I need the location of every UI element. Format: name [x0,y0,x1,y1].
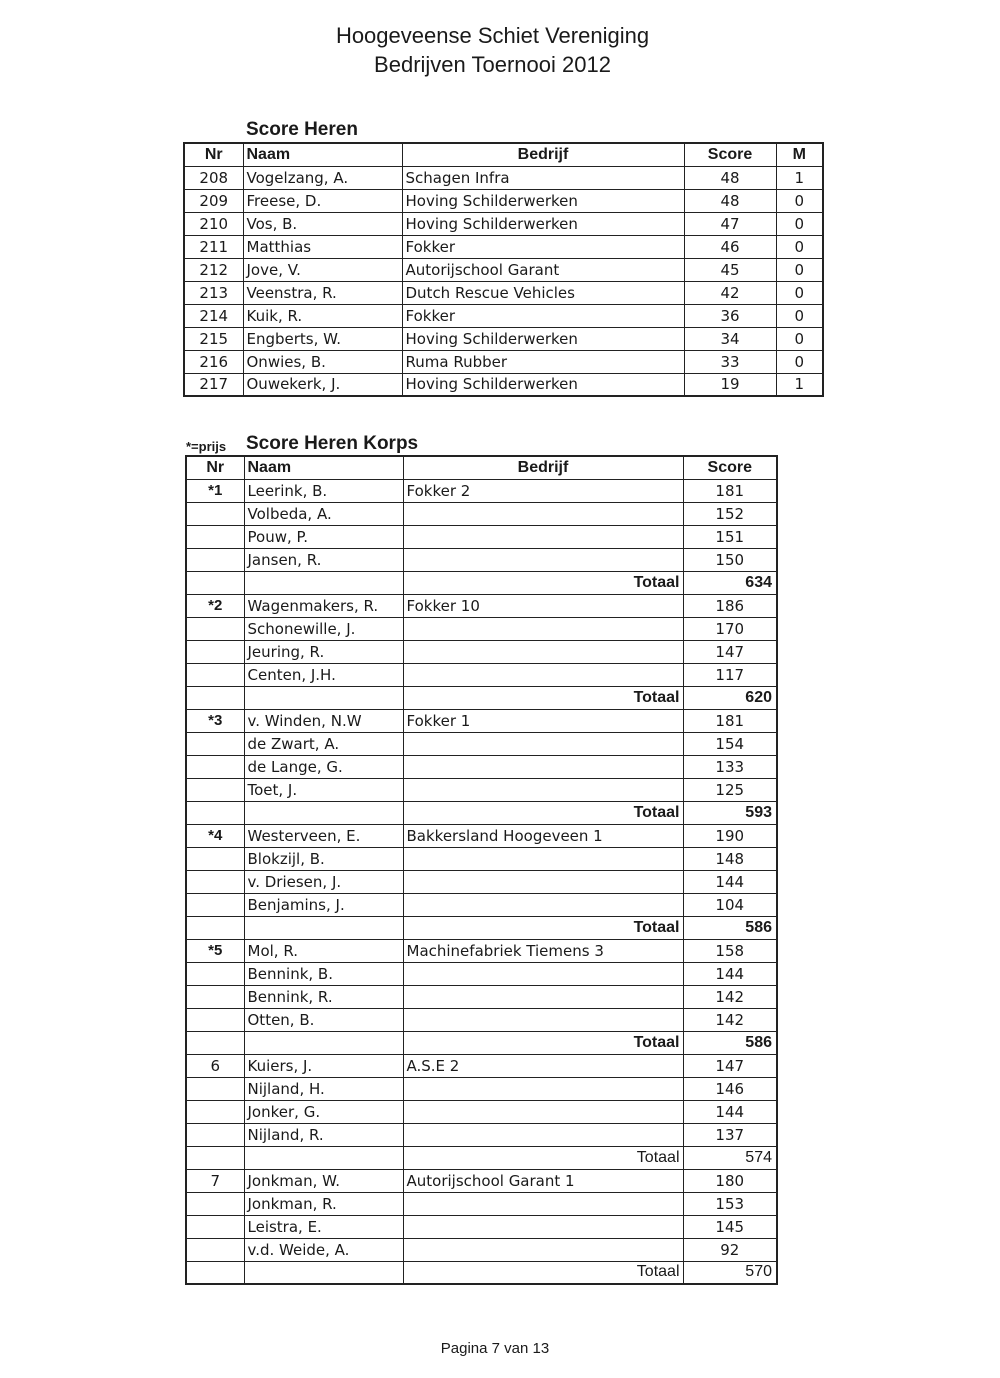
cell-bedrijf: Fokker [402,235,684,258]
score-heren-table [183,142,824,397]
table-row [186,893,777,916]
total-label: Totaal [403,801,683,824]
prize-legend: *=prijs [186,439,227,454]
cell-naam: Benjamins, J. [244,893,403,916]
cell-bedrijf: Hoving Schilderwerken [402,189,684,212]
total-row [186,1031,777,1054]
cell-score: 19 [684,373,776,396]
cell-naam: Vogelzang, A. [243,166,402,189]
table-row [186,479,777,502]
score-heren-body [184,166,823,396]
cell-bedrijf [403,1100,683,1123]
cell-nr: *5 [186,939,244,962]
cell-nr: 6 [186,1054,244,1077]
cell-bedrijf [403,1123,683,1146]
cell-score: 144 [683,962,777,985]
cell-bedrijf: Hoving Schilderwerken [402,373,684,396]
cell-bedrijf [403,548,683,571]
score-heren-korps-body [186,479,777,1284]
cell-bedrijf [403,617,683,640]
cell-score: 147 [683,640,777,663]
cell-naam: Freese, D. [243,189,402,212]
col-header-bedrijf: Bedrijf [402,143,684,166]
cell-nr: 216 [184,350,243,373]
cell-bedrijf [403,640,683,663]
col-header-bedrijf: Bedrijf [403,456,683,479]
total-label: Totaal [403,1146,683,1169]
cell-nr-empty [186,1031,244,1054]
cell-nr [186,502,244,525]
cell-bedrijf [403,778,683,801]
col-header-nr: Nr [184,143,243,166]
table-header-row [184,143,823,166]
cell-nr-empty [186,1261,244,1284]
cell-nr: *4 [186,824,244,847]
cell-nr: 209 [184,189,243,212]
cell-naam: Pouw, P. [244,525,403,548]
cell-nr: 212 [184,258,243,281]
cell-score: 145 [683,1215,777,1238]
cell-bedrijf [403,663,683,686]
cell-naam: Jonker, G. [244,1100,403,1123]
table-row [186,870,777,893]
cell-nr [186,1238,244,1261]
cell-nr [186,617,244,640]
col-header-naam: Naam [243,143,402,166]
cell-nr-empty [186,1146,244,1169]
cell-naam: Nijland, R. [244,1123,403,1146]
col-header-nr: Nr [186,456,244,479]
total-label: Totaal [403,686,683,709]
cell-nr [186,663,244,686]
cell-naam: Jonkman, W. [244,1169,403,1192]
cell-naam: Vos, B. [243,212,402,235]
table-row [186,1100,777,1123]
cell-bedrijf [403,962,683,985]
cell-bedrijf: Ruma Rubber [402,350,684,373]
cell-m: 0 [776,258,823,281]
total-value: 570 [683,1261,777,1284]
page-number: Pagina 7 van 13 [440,1340,550,1357]
cell-naam: v.d. Weide, A. [244,1238,403,1261]
cell-score: 180 [683,1169,777,1192]
cell-nr [186,1215,244,1238]
table-row [184,281,823,304]
cell-bedrijf [403,985,683,1008]
cell-score: 42 [684,281,776,304]
cell-score: 34 [684,327,776,350]
club-name: Hoogeveense Schiet Vereniging [335,23,650,48]
total-label: Totaal [403,571,683,594]
cell-bedrijf [403,870,683,893]
total-label: Totaal [403,1031,683,1054]
cell-bedrijf: Machinefabriek Tiemens 3 [403,939,683,962]
cell-m: 0 [776,235,823,258]
table-row [186,525,777,548]
cell-score: 133 [683,755,777,778]
cell-nr [186,732,244,755]
cell-score: 117 [683,663,777,686]
cell-score: 151 [683,525,777,548]
table-row [186,617,777,640]
cell-naam: Kuiers, J. [244,1054,403,1077]
cell-naam: Westerveen, E. [244,824,403,847]
cell-naam: Kuik, R. [243,304,402,327]
cell-score: 125 [683,778,777,801]
cell-nr [186,847,244,870]
table-row [186,755,777,778]
cell-score: 181 [683,709,777,732]
table-row [184,166,823,189]
total-value: 620 [683,686,777,709]
total-label: Totaal [403,916,683,939]
cell-score: 170 [683,617,777,640]
cell-naam: v. Winden, N.W [244,709,403,732]
col-header-score: Score [684,143,776,166]
cell-naam-empty [244,1031,403,1054]
section-title-score-heren: Score Heren [246,119,358,140]
cell-m: 0 [776,304,823,327]
cell-score: 92 [683,1238,777,1261]
col-header-score: Score [683,456,777,479]
total-value: 574 [683,1146,777,1169]
cell-nr [186,1123,244,1146]
cell-bedrijf [403,1238,683,1261]
cell-naam-empty [244,916,403,939]
cell-naam-empty [244,686,403,709]
cell-m: 0 [776,281,823,304]
cell-m: 0 [776,327,823,350]
cell-nr [186,525,244,548]
cell-score: 154 [683,732,777,755]
cell-nr [186,1008,244,1031]
cell-naam: Schonewille, J. [244,617,403,640]
total-row [186,801,777,824]
cell-bedrijf [403,1192,683,1215]
cell-nr: 210 [184,212,243,235]
cell-naam-empty [244,571,403,594]
cell-bedrijf [403,1215,683,1238]
cell-score: 150 [683,548,777,571]
table-row [186,824,777,847]
cell-m: 1 [776,373,823,396]
cell-score: 186 [683,594,777,617]
cell-naam: Veenstra, R. [243,281,402,304]
cell-naam: Engberts, W. [243,327,402,350]
table-row [186,1215,777,1238]
cell-nr-empty [186,801,244,824]
cell-score: 153 [683,1192,777,1215]
cell-naam: de Zwart, A. [244,732,403,755]
cell-nr [186,962,244,985]
table-row [184,373,823,396]
cell-score: 144 [683,870,777,893]
cell-bedrijf [403,893,683,916]
score-heren-korps-table [185,455,778,1285]
cell-nr: *2 [186,594,244,617]
section-title-score-heren-korps: Score Heren Korps [246,433,419,454]
table-row [186,939,777,962]
table-row [186,709,777,732]
cell-score: 46 [684,235,776,258]
cell-m: 0 [776,350,823,373]
cell-nr: *3 [186,709,244,732]
cell-nr [186,870,244,893]
total-row [186,1146,777,1169]
cell-naam: Jonkman, R. [244,1192,403,1215]
table-row [186,1077,777,1100]
table-row [186,1192,777,1215]
cell-score: 142 [683,985,777,1008]
cell-nr [186,640,244,663]
cell-nr: *1 [186,479,244,502]
cell-naam: v. Driesen, J. [244,870,403,893]
cell-nr [186,548,244,571]
cell-bedrijf [403,847,683,870]
cell-bedrijf [403,525,683,548]
cell-bedrijf [403,1008,683,1031]
cell-nr [186,1100,244,1123]
table-row [186,778,777,801]
cell-naam: Matthias [243,235,402,258]
cell-bedrijf: A.S.E 2 [403,1054,683,1077]
cell-score: 181 [683,479,777,502]
cell-score: 45 [684,258,776,281]
table-row [186,1054,777,1077]
cell-m: 0 [776,212,823,235]
cell-naam: Centen, J.H. [244,663,403,686]
cell-score: 144 [683,1100,777,1123]
cell-bedrijf: Fokker 2 [403,479,683,502]
cell-naam: Onwies, B. [243,350,402,373]
total-value: 593 [683,801,777,824]
cell-naam: Jansen, R. [244,548,403,571]
table-row [186,962,777,985]
total-row [186,916,777,939]
tournament-title: Bedrijven Toernooi 2012 [374,52,611,77]
cell-naam: Volbeda, A. [244,502,403,525]
cell-nr-empty [186,916,244,939]
cell-naam: Otten, B. [244,1008,403,1031]
total-row [186,686,777,709]
cell-naam: Bennink, B. [244,962,403,985]
total-row [186,1261,777,1284]
table-row [184,350,823,373]
table-row [186,732,777,755]
cell-nr: 217 [184,373,243,396]
cell-score: 142 [683,1008,777,1031]
table-row [186,502,777,525]
table-row [186,985,777,1008]
cell-score: 147 [683,1054,777,1077]
cell-nr: 213 [184,281,243,304]
cell-score: 48 [684,189,776,212]
cell-bedrijf: Hoving Schilderwerken [402,212,684,235]
cell-naam: Toet, J. [244,778,403,801]
cell-naam: Jove, V. [243,258,402,281]
cell-naam: Leerink, B. [244,479,403,502]
cell-nr [186,755,244,778]
table-header-row [186,456,777,479]
total-label: Totaal [403,1261,683,1284]
cell-m: 1 [776,166,823,189]
cell-score: 48 [684,166,776,189]
table-row [186,847,777,870]
cell-naam: Mol, R. [244,939,403,962]
cell-nr: 211 [184,235,243,258]
cell-nr: 7 [186,1169,244,1192]
cell-score: 36 [684,304,776,327]
cell-nr: 208 [184,166,243,189]
table-row [186,594,777,617]
cell-score: 190 [683,824,777,847]
cell-score: 158 [683,939,777,962]
table-row [186,1123,777,1146]
cell-bedrijf: Fokker 1 [403,709,683,732]
cell-naam: Ouwekerk, J. [243,373,402,396]
table-row [186,1008,777,1031]
cell-score: 137 [683,1123,777,1146]
cell-score: 146 [683,1077,777,1100]
cell-naam-empty [244,801,403,824]
cell-naam: Nijland, H. [244,1077,403,1100]
cell-nr-empty [186,686,244,709]
table-row [186,1238,777,1261]
cell-bedrijf: Bakkersland Hoogeveen 1 [403,824,683,847]
cell-bedrijf [403,755,683,778]
cell-bedrijf: Hoving Schilderwerken [402,327,684,350]
table-row [184,304,823,327]
cell-bedrijf [403,1077,683,1100]
cell-nr: 214 [184,304,243,327]
table-row [186,640,777,663]
cell-bedrijf: Fokker 10 [403,594,683,617]
cell-score: 47 [684,212,776,235]
total-row [186,571,777,594]
cell-nr [186,985,244,1008]
table-row [186,663,777,686]
table-row [184,327,823,350]
cell-nr [186,893,244,916]
total-value: 586 [683,916,777,939]
cell-score: 148 [683,847,777,870]
col-header-naam: Naam [244,456,403,479]
table-row [184,189,823,212]
cell-naam: Blokzijl, B. [244,847,403,870]
cell-bedrijf: Autorijschool Garant 1 [403,1169,683,1192]
cell-nr [186,1192,244,1215]
cell-naam-empty [244,1146,403,1169]
cell-bedrijf: Fokker [402,304,684,327]
cell-nr [186,1077,244,1100]
cell-nr: 215 [184,327,243,350]
col-header-m: M [776,143,823,166]
cell-naam: Jeuring, R. [244,640,403,663]
cell-bedrijf [403,732,683,755]
cell-score: 152 [683,502,777,525]
total-value: 634 [683,571,777,594]
cell-nr-empty [186,571,244,594]
cell-bedrijf [403,502,683,525]
cell-score: 33 [684,350,776,373]
cell-naam: Leistra, E. [244,1215,403,1238]
table-row [186,1169,777,1192]
table-row [184,212,823,235]
cell-naam-empty [244,1261,403,1284]
cell-nr [186,778,244,801]
cell-naam: de Lange, G. [244,755,403,778]
cell-naam: Wagenmakers, R. [244,594,403,617]
cell-bedrijf: Autorijschool Garant [402,258,684,281]
table-row [186,548,777,571]
table-row [184,258,823,281]
cell-naam: Bennink, R. [244,985,403,1008]
cell-bedrijf: Schagen Infra [402,166,684,189]
cell-m: 0 [776,189,823,212]
cell-score: 104 [683,893,777,916]
cell-bedrijf: Dutch Rescue Vehicles [402,281,684,304]
total-value: 586 [683,1031,777,1054]
table-row [184,235,823,258]
